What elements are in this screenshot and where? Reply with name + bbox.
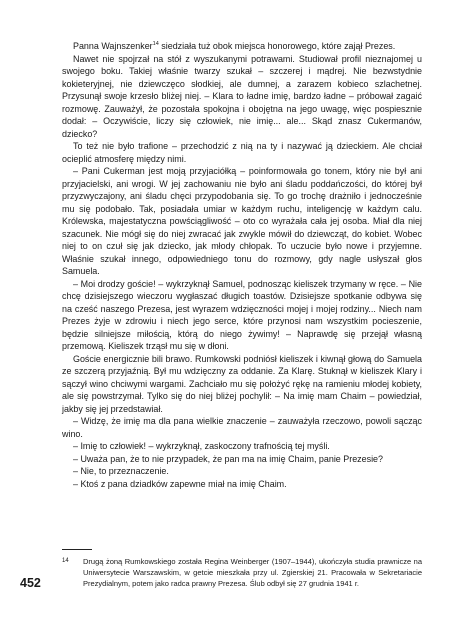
paragraph-8: – Imię to człowiek! – wykrzyknął, zaskoczony trafnością tej myśli. — [73, 441, 330, 451]
paragraph-1 — [62, 40, 422, 53]
footnote-divider — [62, 549, 92, 550]
footnote-reference: 14 — [152, 41, 159, 48]
paragraph-text-continued: siedziała tuż obok miejsca honorowego, które zajął Prezes. — [158, 41, 396, 51]
paragraph-5: – Moi drodzy goście! – wykrzyknął Samuel, podnosząc kieliszek trzymany w ręce. – Nie chcę dzisiejszego wieczoru wygłaszać długich toastów. Dzisiejsze spotkanie odbywa się na cześć naszego Prezesa, jest wyrazem wdzięczności mojej i mojej rodziny... Niech nam Prezes żyje w zdrowiu i niech jego serce, które przynosi nam wszystkim pocieszenie, będzie silniejsze miłością, którą do niego żywimy! – Naprawdę się przejął własną przemową. Kieliszek trząsł mu się w dłoni. — [62, 278, 422, 351]
page-number: 452 — [20, 576, 41, 590]
paragraph-3: To też nie było trafione – przechodzić z nią na ty i nazywać ją dzieckiem. Ale chciał ocieplić atmosferę między nimi. — [62, 141, 422, 164]
footnote-text: Drugą żoną Rumkowskiego została Regina Weinberger (1907–1944), ukończyła studia prawnicze na Uniwersytecie Warszawskim, w getcie mieszkała przy ul. Zgierskiej 21. Pracowała w Sekretariacie Prezydialnym, potem jako radca prawny Prezesa. Ślub odbył się 27 grudnia 1941 r. — [83, 557, 422, 588]
paragraph-11: – Ktoś z pana dziadków zapewne miał na imię Chaim. — [73, 478, 287, 489]
footnote-number: 14 — [62, 558, 69, 564]
paragraph-2: Nawet nie spojrzał na stół z wyszukanymi potrawami. Studiował profil nieznajomej u swojego boku. Takiej właśnie twarzy szukał – szczerej i mądrej. Nie bezwstydnie kokieteryjnej, nie dziewczęco słodkiej, ale dumnej, a zarazem kobieco szlachetnej. Przysunął swoje krzesło bliżej niej. – Klara to ładne imię, bardzo ładne – próbował zagaić rozmowę. Zauważył, że pozostała spokojna i obojętna na jego uwagę, więc pospiesznie dodał: – Oczywiście, liczy się człowiek, nie imię... ale... Skąd znasz Cukermanów, dziecko? — [62, 53, 422, 139]
paragraph-9: – Uważa pan, że to nie przypadek, że pan ma na imię Chaim, panie Prezesie? — [73, 453, 384, 464]
footnote — [62, 556, 422, 589]
paragraph-text: Panna Wajnszenker — [73, 41, 153, 51]
paragraph-10: – Nie, to przeznaczenie. — [73, 466, 169, 476]
paragraph-4: – Pani Cukerman jest moją przyjaciółką – poinformowała go tonem, który nie był ani przyjacielski, ani wrogi. W jej zachowaniu nie było ani śladu poddańczości, do której był przyzwyczajony, ani śladu chęci przypodobania się. To go trochę drażniło i jednocześnie mu się podobało. Tak, posiadała umiar w każdym ruchu, inteligencję w każdym calu. Królewska, majestatyczna powściągliwość – oto co wyrażała cała jej osoba. Miał dla niej szacunek. Nie mógł się do niej zwracać jak zwykle mówił do dziewcząt, do kobiet. Wobec niej to on czuł się jak dziecko, jak młody chłopak. To uczucie było nowe i przyjemne. Właśnie szukał innego, odpowiedniego tonu do rozmowy, gdy nagle usłyszał głos Samuela. — [62, 166, 422, 276]
paragraph-7: – Widzę, że imię ma dla pana wielkie znaczenie – zauważyła rzeczowo, powoli sącząc wino. — [62, 416, 422, 439]
paragraph-6: Goście energicznie bili brawo. Rumkowski podniósł kieliszek i kiwnął głową do Samuela ze szczerą przyjaźnią. Był mu wdzięczny za oddanie. Za Klarę. Stuknął w kieliszek Klary i sączył wino chciwymi wargami. Zachciało mu się położyć rękę na ramieniu młodej kobiety, ale się powstrzymał. Tylko się do niej bliżej pochylił: – Na imię mam Chaim – powiedział, jakby się jej przedstawiał. — [62, 353, 422, 414]
body-text — [62, 40, 422, 490]
